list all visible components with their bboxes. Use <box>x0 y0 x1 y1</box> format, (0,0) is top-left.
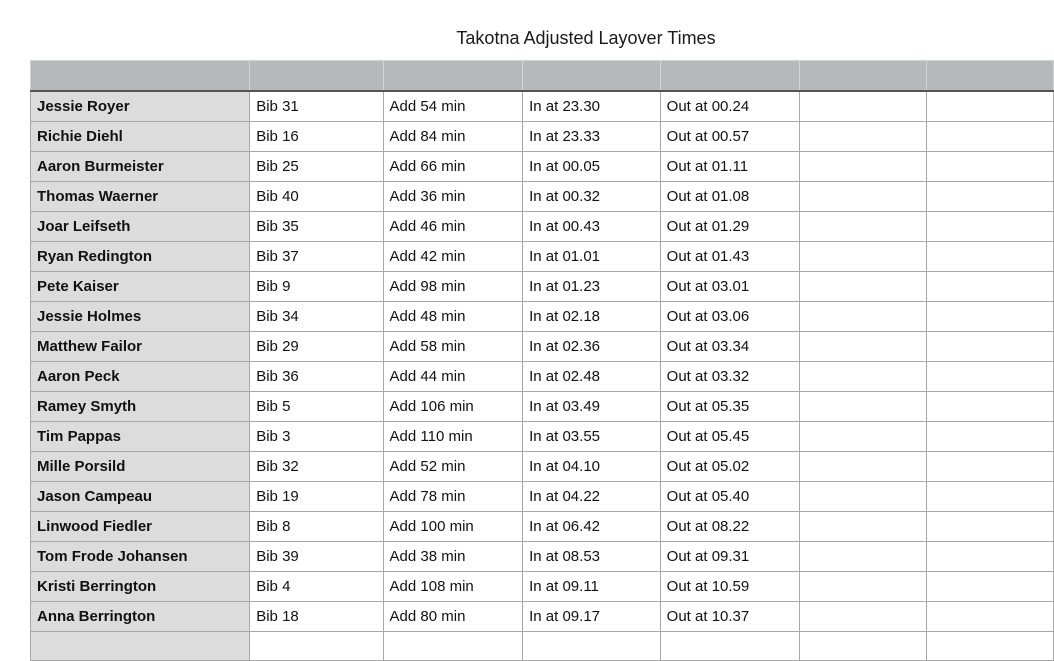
out-time-cell[interactable]: Out at 01.43 <box>660 242 799 272</box>
musher-name-cell[interactable]: Pete Kaiser <box>31 272 250 302</box>
in-time-cell[interactable]: In at 01.23 <box>523 272 661 302</box>
header-row <box>31 61 1054 92</box>
musher-name-cell[interactable]: Aaron Burmeister <box>31 152 250 182</box>
bib-cell[interactable]: Bib 19 <box>250 482 383 512</box>
empty-cell[interactable] <box>926 122 1053 152</box>
empty-cell[interactable] <box>383 632 523 661</box>
empty-cell[interactable] <box>926 512 1053 542</box>
out-time-cell[interactable]: Out at 10.59 <box>660 572 799 602</box>
musher-name-cell[interactable]: Tom Frode Johansen <box>31 542 250 572</box>
empty-cell[interactable] <box>926 602 1053 632</box>
layover-add-cell[interactable]: Add 98 min <box>383 272 523 302</box>
in-time-cell[interactable]: In at 04.10 <box>523 452 661 482</box>
bib-cell[interactable]: Bib 29 <box>250 332 383 362</box>
layover-table <box>30 60 1054 661</box>
bib-cell[interactable]: Bib 9 <box>250 272 383 302</box>
bib-cell[interactable]: Bib 36 <box>250 362 383 392</box>
in-time-cell[interactable]: In at 01.01 <box>523 242 661 272</box>
in-time-cell[interactable]: In at 03.49 <box>523 392 661 422</box>
empty-cell[interactable] <box>926 332 1053 362</box>
empty-cell[interactable] <box>31 632 250 661</box>
empty-cell[interactable] <box>926 242 1053 272</box>
header-cell[interactable] <box>523 61 661 92</box>
empty-cell[interactable] <box>799 212 926 242</box>
in-time-cell[interactable]: In at 09.11 <box>523 572 661 602</box>
bib-cell[interactable]: Bib 4 <box>250 572 383 602</box>
out-time-cell[interactable]: Out at 03.34 <box>660 332 799 362</box>
in-time-cell[interactable]: In at 02.36 <box>523 332 661 362</box>
out-time-cell[interactable]: Out at 09.31 <box>660 542 799 572</box>
musher-name-cell[interactable]: Linwood Fiedler <box>31 512 250 542</box>
empty-cell[interactable] <box>799 422 926 452</box>
table-row <box>31 602 1054 632</box>
musher-name-cell[interactable]: Kristi Berrington <box>31 572 250 602</box>
table-row <box>31 212 1054 242</box>
empty-cell[interactable] <box>926 392 1053 422</box>
bib-cell[interactable]: Bib 32 <box>250 452 383 482</box>
musher-name-cell[interactable]: Jessie Holmes <box>31 302 250 332</box>
in-time-cell[interactable]: In at 23.30 <box>523 91 661 122</box>
musher-name-cell[interactable]: Tim Pappas <box>31 422 250 452</box>
layover-add-cell[interactable]: Add 78 min <box>383 482 523 512</box>
out-time-cell[interactable]: Out at 05.40 <box>660 482 799 512</box>
layover-add-cell[interactable]: Add 100 min <box>383 512 523 542</box>
layover-add-cell[interactable]: Add 36 min <box>383 182 523 212</box>
out-time-cell[interactable]: Out at 01.29 <box>660 212 799 242</box>
empty-cell[interactable] <box>799 332 926 362</box>
layover-add-cell[interactable]: Add 106 min <box>383 392 523 422</box>
table-row <box>31 422 1054 452</box>
in-time-cell[interactable]: In at 08.53 <box>523 542 661 572</box>
header-cell[interactable] <box>31 61 250 92</box>
empty-cell[interactable] <box>799 602 926 632</box>
out-time-cell[interactable]: Out at 00.57 <box>660 122 799 152</box>
bib-cell[interactable]: Bib 40 <box>250 182 383 212</box>
layover-add-cell[interactable]: Add 46 min <box>383 212 523 242</box>
empty-cell[interactable] <box>926 542 1053 572</box>
bib-cell[interactable]: Bib 31 <box>250 91 383 122</box>
out-time-cell[interactable]: Out at 05.45 <box>660 422 799 452</box>
empty-cell[interactable] <box>660 632 799 661</box>
in-time-cell[interactable]: In at 03.55 <box>523 422 661 452</box>
table-row <box>31 182 1054 212</box>
musher-name-cell[interactable]: Ramey Smyth <box>31 392 250 422</box>
empty-cell[interactable] <box>250 632 383 661</box>
in-time-cell[interactable]: In at 00.32 <box>523 182 661 212</box>
table-row <box>31 542 1054 572</box>
layover-add-cell[interactable]: Add 54 min <box>383 91 523 122</box>
table-row <box>31 272 1054 302</box>
musher-name-cell[interactable]: Matthew Failor <box>31 332 250 362</box>
in-time-cell[interactable]: In at 02.18 <box>523 302 661 332</box>
layover-add-cell[interactable]: Add 44 min <box>383 362 523 392</box>
empty-cell[interactable] <box>799 542 926 572</box>
bib-cell[interactable]: Bib 34 <box>250 302 383 332</box>
empty-cell[interactable] <box>799 362 926 392</box>
out-time-cell[interactable]: Out at 10.37 <box>660 602 799 632</box>
empty-cell[interactable] <box>799 512 926 542</box>
empty-cell[interactable] <box>523 632 661 661</box>
table-row <box>31 572 1054 602</box>
out-time-cell[interactable]: Out at 01.08 <box>660 182 799 212</box>
out-time-cell[interactable]: Out at 00.24 <box>660 91 799 122</box>
in-time-cell[interactable]: In at 00.05 <box>523 152 661 182</box>
empty-cell[interactable] <box>799 272 926 302</box>
bib-cell[interactable]: Bib 37 <box>250 242 383 272</box>
empty-cell[interactable] <box>799 122 926 152</box>
empty-cell[interactable] <box>799 572 926 602</box>
out-time-cell[interactable]: Out at 05.35 <box>660 392 799 422</box>
empty-cell[interactable] <box>799 632 926 661</box>
layover-add-cell[interactable]: Add 52 min <box>383 452 523 482</box>
table-body <box>31 91 1054 661</box>
in-time-cell[interactable]: In at 06.42 <box>523 512 661 542</box>
layover-add-cell[interactable]: Add 110 min <box>383 422 523 452</box>
header-cell[interactable] <box>383 61 523 92</box>
header-cell[interactable] <box>926 61 1053 92</box>
empty-cell[interactable] <box>926 482 1053 512</box>
bib-cell[interactable]: Bib 8 <box>250 512 383 542</box>
layover-add-cell[interactable]: Add 42 min <box>383 242 523 272</box>
musher-name-cell[interactable]: Anna Berrington <box>31 602 250 632</box>
empty-cell[interactable] <box>926 272 1053 302</box>
header-cell[interactable] <box>250 61 383 92</box>
empty-cell[interactable] <box>926 152 1053 182</box>
empty-cell[interactable] <box>926 91 1053 122</box>
empty-cell[interactable] <box>799 452 926 482</box>
out-time-cell[interactable]: Out at 03.32 <box>660 362 799 392</box>
empty-cell[interactable] <box>799 392 926 422</box>
bib-cell[interactable]: Bib 25 <box>250 152 383 182</box>
empty-cell[interactable] <box>926 422 1053 452</box>
in-time-cell[interactable]: In at 00.43 <box>523 212 661 242</box>
empty-cell[interactable] <box>799 302 926 332</box>
empty-cell[interactable] <box>926 302 1053 332</box>
musher-name-cell[interactable]: Richie Diehl <box>31 122 250 152</box>
empty-cell[interactable] <box>799 482 926 512</box>
table-row <box>31 122 1054 152</box>
header-cell[interactable] <box>660 61 799 92</box>
musher-name-cell[interactable]: Thomas Waerner <box>31 182 250 212</box>
in-time-cell[interactable]: In at 02.48 <box>523 362 661 392</box>
empty-cell[interactable] <box>926 632 1053 661</box>
table-row <box>31 452 1054 482</box>
musher-name-cell[interactable]: Ryan Redington <box>31 242 250 272</box>
bib-cell[interactable]: Bib 5 <box>250 392 383 422</box>
table-row <box>31 392 1054 422</box>
out-time-cell[interactable]: Out at 03.06 <box>660 302 799 332</box>
in-time-cell[interactable]: In at 09.17 <box>523 602 661 632</box>
bib-cell[interactable]: Bib 18 <box>250 602 383 632</box>
empty-cell[interactable] <box>926 452 1053 482</box>
table-row <box>31 482 1054 512</box>
empty-cell[interactable] <box>799 182 926 212</box>
layover-add-cell[interactable]: Add 80 min <box>383 602 523 632</box>
musher-name-cell[interactable]: Joar Leifseth <box>31 212 250 242</box>
layover-add-cell[interactable]: Add 38 min <box>383 542 523 572</box>
out-time-cell[interactable]: Out at 01.11 <box>660 152 799 182</box>
table-row <box>31 512 1054 542</box>
empty-cell[interactable] <box>799 91 926 122</box>
empty-cell[interactable] <box>926 362 1053 392</box>
layover-add-cell[interactable]: Add 66 min <box>383 152 523 182</box>
bib-cell[interactable]: Bib 16 <box>250 122 383 152</box>
bib-cell[interactable]: Bib 3 <box>250 422 383 452</box>
empty-cell[interactable] <box>799 152 926 182</box>
in-time-cell[interactable]: In at 04.22 <box>523 482 661 512</box>
bib-cell[interactable]: Bib 35 <box>250 212 383 242</box>
musher-name-cell[interactable]: Mille Porsild <box>31 452 250 482</box>
in-time-cell[interactable]: In at 23.33 <box>523 122 661 152</box>
out-time-cell[interactable]: Out at 03.01 <box>660 272 799 302</box>
empty-cell[interactable] <box>926 182 1053 212</box>
empty-cell[interactable] <box>926 212 1053 242</box>
empty-cell[interactable] <box>926 572 1053 602</box>
layover-add-cell[interactable]: Add 48 min <box>383 302 523 332</box>
musher-name-cell[interactable]: Jessie Royer <box>31 91 250 122</box>
out-time-cell[interactable]: Out at 08.22 <box>660 512 799 542</box>
table-row <box>31 91 1054 122</box>
table-row <box>31 302 1054 332</box>
table-row <box>31 152 1054 182</box>
header-cell[interactable] <box>799 61 926 92</box>
out-time-cell[interactable]: Out at 05.02 <box>660 452 799 482</box>
table-row <box>31 362 1054 392</box>
sheet-title: Takotna Adjusted Layover Times <box>456 28 716 48</box>
musher-name-cell[interactable]: Jason Campeau <box>31 482 250 512</box>
table-row <box>31 332 1054 362</box>
layover-add-cell[interactable]: Add 84 min <box>383 122 523 152</box>
layover-add-cell[interactable]: Add 108 min <box>383 572 523 602</box>
table-row <box>31 632 1054 661</box>
musher-name-cell[interactable]: Aaron Peck <box>31 362 250 392</box>
layover-add-cell[interactable]: Add 58 min <box>383 332 523 362</box>
empty-cell[interactable] <box>799 242 926 272</box>
bib-cell[interactable]: Bib 39 <box>250 542 383 572</box>
table-row <box>31 242 1054 272</box>
